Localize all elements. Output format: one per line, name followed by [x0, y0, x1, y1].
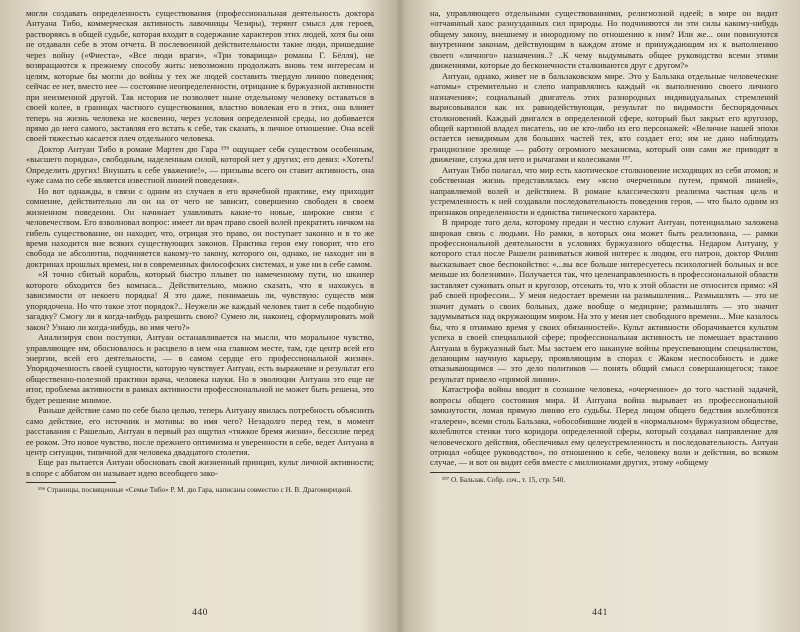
footnote-divider	[26, 482, 116, 483]
right-paragraph-2: Антуан, однако, живет не в бальзаковском мире. Это у Бальзака отдельные человеческие «атомы» стремительно и слепо направлялись каждый «к выполнению своего личного назначения»; социальный двигатель этих разнородных индивидуальных стремлений вырисовывался как их равнодействующая, результат по видимости беспорядочных столкновений. Каждый двигался в определенной сфере, который был закрыт его кругозор, общей картиной владел писатель, но не кто-либо из его персонажей: «Величие нашей эпохи остается невидимым для больших частей тех, кто создает его; им не дано наблюдать грандиозное зрелище — работу огромного механизма, который они сами же приводят в движение, служа для него и рычагами и колесиками ¹⁹⁷.	[430, 70, 778, 165]
left-paragraph-7: Еще раз пытается Антуан обосновать свой жизненный принцип, культ личной активности; в споре с аббатом он называет идею всеобщего зако-	[26, 457, 374, 478]
left-footnote: ¹⁹⁶ Страницы, посвященные «Семье Тибо» Р. М. дю Гара, написаны совместно с Н. В. Драгомирецкой.	[38, 486, 353, 495]
footnote-divider	[430, 472, 520, 473]
right-paragraph-3: Антуан Тибо полагал, что мир есть хаотическое столкновение исходящих из себя атомов; и собственная жизнь представлялась ему «ясно очерченным путем, прямой линией», направляемой волей и действием. В романе классического реализма частная цель и устремленность к ней создавали последовательность поведения героя, — что было одним из признаков определенности и единства типического характера.	[430, 164, 778, 217]
right-paragraph-4: В природе того дела, которому предан и честно служит Антуан, потенциально заложена широкая связь с людьми. Но рамки, в которых она может быть реализована, — рамки профессиональной деятельности в условиях буржуазного общества. Недаром Антуану, у которого стал после Рашели развиваться живой интерес к людям, его патрон, доктор Филип высказывает свое беспокойство: «...вы все больше интересуетесь психологией больных и все меньше их болезнями». Получается так, что целенаправленность в профессиональной области заставляет суживать опыт и кругозор, отсекать то, что к этой области не относится прямо: «Я раб своей профессии... У меня недостает времени на размышления... Размышлять — это не значит думать о своих больных, даже вообще о медицине; размышлять — это значит задумываться над окружающим миром. На это у меня нет свободного времени... Мне казалось бы, что я отнимаю время у своих обязанностей». Культ активности оборачивается культом успеха в своей специальной сфере; профессиональная активность не помешает врастанию Антуана в буржуазный быт. Мы застаем его накануне войны преуспевающим специалистом, делающим научную карьеру, проявляющим в спорах с Жаком неспособность и даже отказывающимся — это дело политиков — понять общий смысл совершающегося; такое результат привело «прямой линии».	[430, 217, 778, 384]
left-paragraph-4: «Я точно сбитый корабль, который быстро плывет по намеченному пути, но шкипер которого обходится без компаса... Действительно, можно сказать, что я нахожусь в зависимости от некоего порядка! Я это даже, понимаешь ли, чувствую: существ моя упорядочена. Но что такое этот порядок?.. Неужели же каждый человек таит в себе подобную загадку? Смогу ли я когда-нибудь разрешить свою? Сумею ли, наконец, сформулировать мой закон? Узнаю ли когда-нибудь, во имя чего?»	[26, 269, 374, 332]
right-footnote: ¹⁹⁷ О. Бальзак. Собр. соч., т. 15, стр. 540.	[442, 475, 566, 484]
left-page-number: 440	[192, 608, 208, 618]
right-paragraph-5: Катастрофа войны вводит в сознание человека, «очерченное» до того частной задачей, вопросы общего состояния мира. И Антуана война вырывает из профессиональной замкнутости, ломая прямую линию его судьбы. Перед лицом общего бедствия колеблются «галереи», всеми столь Бальзака, «обособившие людей в «нормальном» буржуазном обществе, колеблются стенки того коридора определенной сферы, который создавал направление для человеческого действия, обеспечивал ему целеустремленность и последовательность. Антуан отрицал «общее руководство», по отношению к себе, человеку воли и действия, во всяком случае, — и вот он видит себя вместе с миллионами других, этому «общему	[430, 384, 778, 468]
left-paragraph-6: Раньше действие само по себе было целью, теперь Антуану явилась потребность объяснить само действие, его источник и мотивы: во имя чего? Незадолго перед тем, в момент расставания с Рашелью, Антуан в первый раз ощутил «тяжкое бремя жизни», бессилие перед ее роком. Это новое чувство, после прежнего оптимизма и уверенности в себе, ведет Антуана в центр ситуации, типичной для человека двадцатого столетия.	[26, 405, 374, 458]
left-paragraph-3: Но вот однажды, в связи с одним из случаев в его врачебной практике, ему приходит сомнение, действительно ли он на от чего не зависит, совершенно свободен в своем жизненном поведении. Он начинает улавливать какие-то новые, широкие связи с человечеством. Его взволновал вопрос: имеет ли врач право своей волей прекратить ничком на гибель существование, он находит, что, отрицая это право, он поступает законно и в то же время находится вне всяких существующих законов. Практика героя ему говорит, что его свобода не абсолютна, подчиняется какому-то закону, которого он, однако, не находит ни в доктринах прошлых времен, ни в современных философских системах, и уже ни в себе самом.	[26, 185, 374, 269]
left-paragraph-1: могли создавать определенность существования (профессиональная деятельность доктора Антуана Тибо, коммерческая активность лавочницы Чезиры), теряют смысл для героев, растворяясь в общей судьбе, которая входит в содержание характеров этих людей, хотя бы они не отдавали себе в этом отчета. В послевоенной действительности такие люди, пришедшие через войну («Фиеста», «Все люди враги», «Три товарища» романы Г. Бёлля), не возвращаются к прежнему способу жить: невозможно продолжать вновь тем интересам и целям, которые бы могли до войны у тех же людей составить твердую линию поведения; сейчас ее нет, вместо нее — состояние неопределенности, отрицание к буржуазной активности при неизменной другой. Так история не позволяет ныне отдельному человеку оставаться в своей колее, в границах частного существования, властно вовлекая его в этих, она влияет теперь на жизнь человека не косвенно, через условия определенной среды, но добивается прямо до него самого, заставляя его встать к себе, так сказать, в личное отношение. Она всей своей тяжестью касается плеч отдельного человека.	[26, 8, 374, 144]
right-page-number: 441	[592, 608, 608, 618]
left-paragraph-5: Анализируя свои поступки, Антуан останавливается на мысли, что моральное чувство, управляющее им, обосновалось и расцвело в нем «на главном месте, там, где центр всей его энергии, всей его деятельности, — в самом сердце его профессиональной жизни». Упорядоченность своей сущности, которую чувствует Антуан, есть выражение и результат его общественно-полезной практики врача, человека науки. Но в эволюции Антуана это еще не итог, проблема активности в рамках активности профессиональной не может быть решена, это будет решение мнимое.	[26, 332, 374, 405]
left-paragraph-2: Доктор Антуан Тибо в романе Мартен дю Гара ¹⁹⁶ ощущает себя существом особенным, «высшего порядка», свободным, наделенным силой, которой нет у других; его девиз: «Хотеть! Определить других! Внушать к себе уважение!», — призывы всего он ставит активность, она «уже сама по себе является известной линией поведения».	[26, 143, 374, 186]
right-paragraph-1: на, управляющего отдельными существованиями, религиозной идеей; в мире он видит «отчаянный хаос разнузданных сил природы. Но подчиняются ли эти силы какому-нибудь общему закону, внешнему и инородному по отношению к ним? Или же... они повинуются внутренним законам, действующим в каждом атоме и принуждающим их к выполнению своего «личного» назначения..? ..К чему выдумывать общее руководство всеми этими движениями, которые до бесконечности сталкиваются друг с другом?»	[430, 8, 778, 71]
right-page	[400, 0, 800, 632]
